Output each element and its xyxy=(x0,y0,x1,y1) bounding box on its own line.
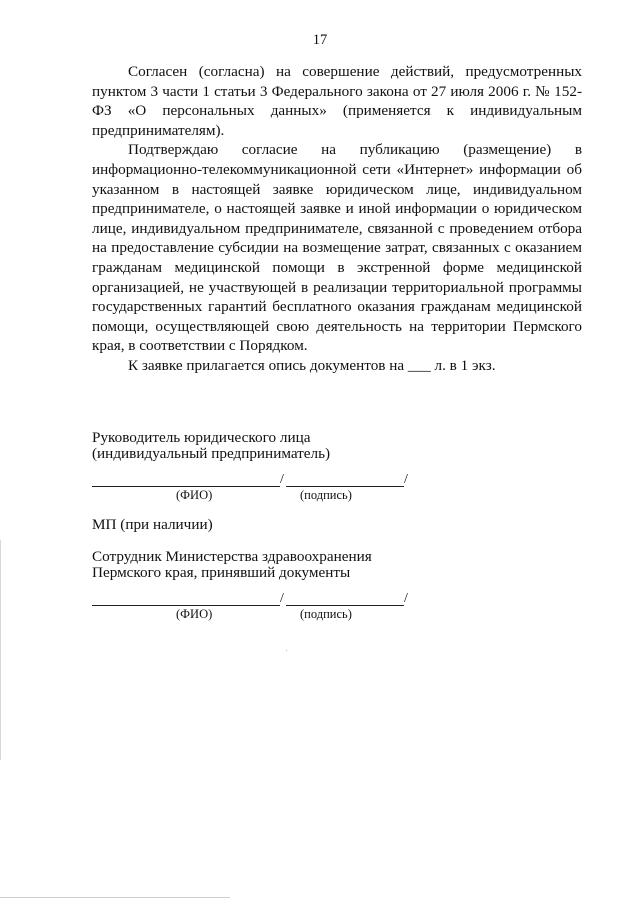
signature-ministry-title-line1: Сотрудник Министерства здравоохранения xyxy=(92,548,372,565)
scan-edge-left xyxy=(0,540,1,760)
signature-head-name-line xyxy=(92,486,280,487)
signature-ministry-name-line xyxy=(92,605,280,606)
stamp-label: МП (при наличии) xyxy=(92,516,213,533)
scan-edge-bottom xyxy=(0,897,230,898)
page-number: 17 xyxy=(312,32,328,48)
signature-head-slash-2: / xyxy=(404,472,408,487)
signature-head-title-line2: (индивидуальный предприниматель) xyxy=(92,445,331,462)
signature-ministry-slash-2: / xyxy=(404,591,408,606)
signature-ministry-title-line2: Пермского края, принявший документы xyxy=(92,564,351,581)
signature-head-slash-1: / xyxy=(280,472,284,487)
signature-head-title-line1: Руководитель юридического лица xyxy=(92,429,311,446)
signature-head-caption-name: (ФИО) xyxy=(176,488,213,502)
body-text xyxy=(92,62,582,376)
paragraph-attachments: К заявке прилагается опись документов на ___ л. в 1 экз. xyxy=(128,356,496,374)
paragraph-consent-publication: Подтверждаю согласие на публикацию (размещение) в информационно-телекоммуникационной сети «Интернет» информации об указанном в настоящей заявке юридическом лице, индивидуальном предпринимателе, о настоящей заявке и иной информации о юридическом лице, индивидуальном предпринимателе, связанной с проведением отбора на предоставление субсидии на возмещение затрат, связанных с оказанием гражданам медицинской помощи в экстренной форме медицинской организацией, не участвующей в реализации территориальной программы государственных гарантий бесплатного оказания гражданам медицинской помощи, осуществляющей свою деятельность на территории Пермского края, в соответствии с Порядком. xyxy=(92,141,582,355)
signature-ministry-sign-line xyxy=(286,605,404,606)
paragraph-consent-personal-data: Согласен (согласна) на совершение действий, предусмотренных пунктом 3 части 1 статьи 3 Федерального закона от 27 июля 2006 г. № 152-ФЗ «О персональных данных» (применяется к индивидуальным предпринимателям). xyxy=(92,63,582,139)
scan-speck xyxy=(286,650,287,651)
signature-ministry-caption-name: (ФИО) xyxy=(176,607,213,621)
signature-ministry-caption-signature: (подпись) xyxy=(300,607,352,621)
signature-head-sign-line xyxy=(286,486,404,487)
signature-head-caption-signature: (подпись) xyxy=(300,488,352,502)
signature-ministry-slash-1: / xyxy=(280,591,284,606)
